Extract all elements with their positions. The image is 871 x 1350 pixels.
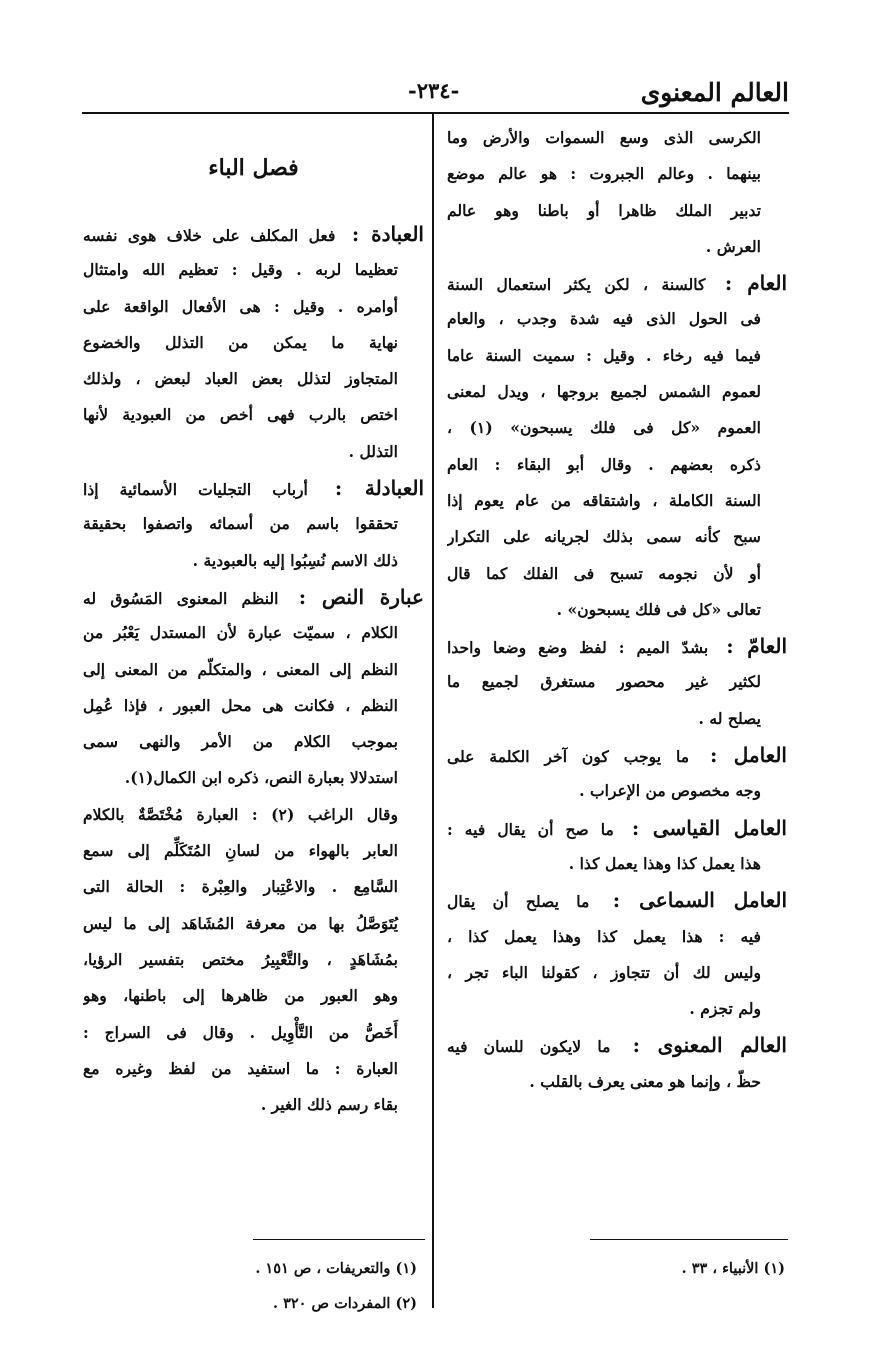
footnote-rule-right	[590, 1239, 788, 1240]
entry-head-line	[447, 810, 787, 846]
text-line	[83, 906, 424, 942]
entry-term: العامل :	[709, 743, 787, 768]
text-line	[447, 483, 787, 519]
text-line	[447, 773, 787, 809]
line-text: السنة الكاملة ، واشتقاقه من عام يعوم إذا	[447, 490, 761, 510]
line-text: ذلك الاسم نُسِبُوا إليه بالعبودية .	[192, 550, 398, 570]
line-text: السَّامِع . والاعْتِبار والعِبْرة : الحالة التى	[83, 877, 398, 897]
line-text: وقال الراغب (٢) : العبارة مُخْتَصَّةٌ بالكلام	[83, 804, 398, 824]
line-text: بشدّ الميم : لفظ وضع وضعا واحدا	[447, 638, 709, 658]
text-line	[447, 338, 787, 374]
text-line	[83, 797, 424, 833]
text-line	[83, 869, 424, 905]
line-text: ذكره بعضهم . وقال أبو البقاء : العام	[447, 454, 761, 474]
text-line	[447, 301, 787, 337]
line-text: لعموم الشمس لجميع بروجها ، ويدل لمعنى	[447, 382, 761, 402]
line-text: اختص بالرب فهى أخص من العبودية لأنها	[83, 405, 398, 425]
page-number: -٢٣٤-	[408, 78, 460, 103]
text-line	[83, 760, 424, 796]
text-line	[447, 447, 787, 483]
text-line	[83, 506, 424, 542]
text-line	[83, 724, 424, 760]
text-line	[447, 919, 787, 955]
line-text: فعل المكلف على خلاف هوى نفسه	[83, 226, 336, 245]
text-line	[83, 1051, 424, 1087]
line-text: بقاء رسم ذلك الغير .	[260, 1095, 398, 1115]
line-text: النظم المعنوى المَسُوق له	[83, 588, 279, 608]
line-text: وهو العبور من ظاهرها إلى باطنها، وهو	[83, 986, 398, 1006]
entry-term: العامّ :	[726, 634, 787, 659]
text-line	[83, 543, 424, 579]
text-line	[447, 229, 787, 265]
line-text: ولم تجزم .	[689, 999, 761, 1019]
running-title: العالم المعنوى	[640, 78, 789, 107]
line-text: العرش .	[705, 236, 761, 256]
text-line	[447, 193, 787, 229]
entry-term: العامل السماعى :	[612, 888, 787, 913]
line-text: تدبير الملك ظاهرا أو باطنا وهو عالم	[447, 200, 761, 220]
left-column	[83, 120, 424, 1123]
line-text: العابر بالهواء من لسانِ المُتَكَلِّم إلى سمع	[83, 841, 398, 861]
line-text: كالسنة ، لكن يكثر استعمال السنة	[447, 275, 706, 295]
line-text: هذا يعمل كذا وهذا يعمل كذا .	[568, 853, 761, 873]
text-line	[447, 955, 787, 991]
footnote-rule-left	[253, 1239, 425, 1240]
footnote-right: (١) الأنبياء ، ٣٣ .	[681, 1260, 785, 1277]
text-line	[447, 156, 787, 192]
entry-term: العالم المعنوى :	[632, 1033, 787, 1058]
entry-head-line	[447, 628, 787, 664]
line-text: تعالى «كل فى فلك يسبحون» .	[556, 599, 761, 619]
line-text: تعظيما لربه . وقيل : تعظيم الله وامتثال	[83, 260, 398, 280]
text-line	[83, 434, 424, 470]
text-line	[83, 325, 424, 361]
line-text: الكرسى الذى وسع السموات والأرض وما	[447, 128, 761, 147]
text-line	[83, 361, 424, 397]
line-text: العبارة : ما استفيد من لفظ وغيره مع	[83, 1058, 398, 1078]
line-text: النظم ، فكانت هى محل العبور ، فإذا عُمِل	[83, 695, 398, 715]
column-divider	[432, 113, 434, 1308]
entry-head-line	[447, 1027, 787, 1063]
entry-head-line	[83, 579, 424, 615]
text-line	[447, 410, 787, 446]
text-line	[83, 1087, 424, 1123]
text-line	[447, 991, 787, 1027]
line-text: فيما فيه رخاء . وقيل : سميت السنة عاما	[447, 345, 761, 365]
line-text: بينهما . وعالم الجبروت : هو عالم موضع	[447, 164, 761, 184]
text-line	[83, 289, 424, 325]
text-line	[447, 374, 787, 410]
header-rule	[82, 112, 789, 114]
entry-term: العامل القياسى :	[631, 815, 787, 840]
text-line	[447, 592, 787, 628]
line-text: فيه : هذا يعمل كذا وهذا يعمل كذا ،	[447, 926, 761, 946]
line-text: المتجاوز لتذلل بعض العباد لبعض ، ولذلك	[83, 369, 398, 389]
line-text: أو لأن نجومه تسبح فى الفلك كما قال	[447, 563, 761, 583]
entry-term: العبادة :	[351, 222, 424, 246]
entry-head-line	[447, 265, 787, 301]
section-title: فصل الباء	[208, 155, 299, 181]
text-line	[447, 1064, 787, 1100]
text-line	[83, 942, 424, 978]
line-text: لكثير غير محصور مستغرق لجميع ما	[447, 672, 761, 692]
line-text: ما لايكون للسان فيه	[447, 1037, 611, 1057]
line-text: تحققوا باسم من أسمائه واتصفوا بحقيقة	[83, 514, 398, 534]
entry-term: العبادلة :	[334, 476, 424, 501]
line-text: بموجب الكلام من الأمر والنهى سمى	[83, 732, 398, 752]
line-text: استدلالا بعبارة النص، ذكره ابن الكمال(١).	[124, 768, 398, 788]
line-text: وليس لك أن تتجاوز ، كقولنا الباء تجر ،	[447, 962, 761, 982]
line-text: بمُشَاهَدٍ ، والتَّعْبِيرُ مختص بتفسير الرؤيا،	[83, 949, 398, 969]
text-line	[447, 846, 787, 882]
text-line	[83, 652, 424, 688]
line-text: يصلح له .	[698, 708, 761, 728]
entry-head-line	[83, 470, 424, 506]
entry-head-line	[83, 216, 424, 252]
line-text: يُتَوَصَّلُ بها من معرفة المُشَاهَد إلى ما ليس	[83, 913, 398, 933]
entry-term: العام :	[724, 271, 787, 296]
footnote-left-1: (١) والتعريفات ، ص ١٥١ .	[255, 1260, 417, 1277]
text-line	[447, 556, 787, 592]
line-text: أرباب التجليات الأسمائية إذا	[83, 480, 308, 500]
text-line	[83, 978, 424, 1014]
left-column-lines	[83, 216, 424, 1123]
text-line	[83, 252, 424, 288]
line-text: سبح كأنه سمى بذلك لجريانه على التكرار	[447, 527, 761, 547]
text-line	[447, 120, 787, 156]
line-text: الكلام ، سميّت عبارة لأن المستدل يَعْبُر من	[83, 623, 398, 643]
text-line	[83, 833, 424, 869]
line-text: ما يصلح أن يقال	[447, 892, 590, 912]
text-line	[83, 688, 424, 724]
line-text: التذلل .	[348, 441, 398, 461]
footnote-left-2: (٢) المفردات ص ٣٢٠ .	[273, 1295, 417, 1312]
line-text: فى الحول الذى فيه شدة وجدب ، والعام	[447, 309, 761, 329]
text-line	[83, 615, 424, 651]
line-text: أَخَصُّ من التَّأْوِيل . وقال فى السراج :	[83, 1022, 398, 1042]
line-text: وجه مخصوص من الإعراب .	[579, 781, 761, 801]
line-text: العموم «كل فى فلك يسبحون» (١) ،	[447, 418, 761, 438]
entry-term: عبارة النص :	[298, 584, 424, 609]
text-line	[447, 664, 787, 700]
line-text: النظم إلى المعنى ، والمتكلّم من المعنى إلى	[83, 659, 398, 679]
text-line	[83, 1015, 424, 1051]
line-text: أوامره . وقيل : هى الأفعال الواقعة على	[83, 296, 398, 316]
text-line	[83, 397, 424, 433]
line-text: نهاية ما يمكن من التذلل والخضوع	[83, 332, 398, 352]
text-line	[447, 519, 787, 555]
line-text: ما صح أن يقال فيه :	[447, 819, 614, 839]
line-text: ما يوجب كون آخر الكلمة على	[447, 747, 690, 767]
entry-head-line	[447, 737, 787, 773]
entry-head-line	[447, 882, 787, 918]
line-text: حظّ ، وإنما هو معنى يعرف بالقلب .	[529, 1071, 761, 1091]
text-line	[447, 701, 787, 737]
right-column	[447, 120, 787, 1100]
